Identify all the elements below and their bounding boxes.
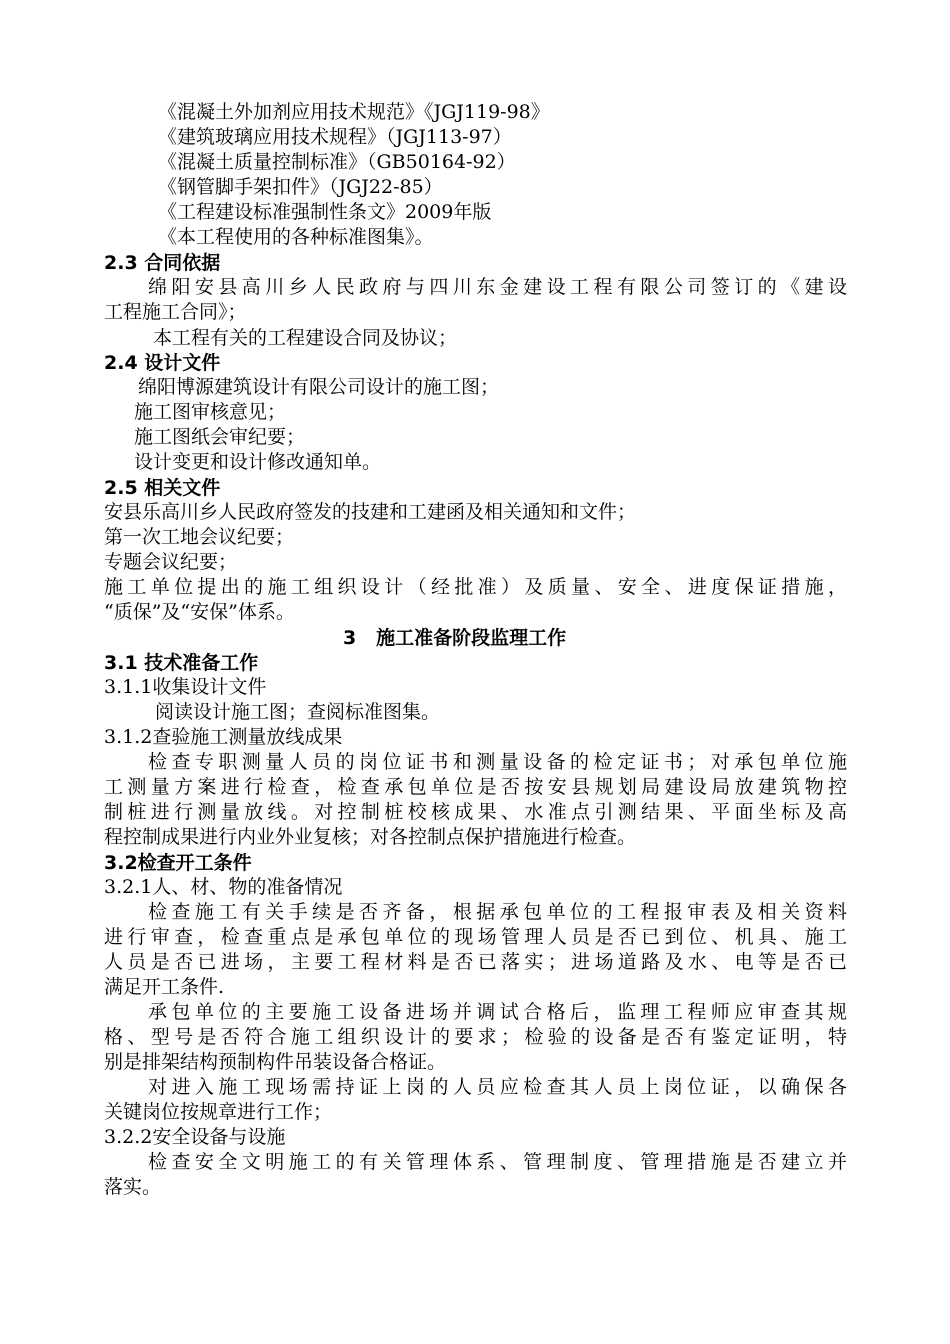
- section-heading: 3.1 技术准备工作: [104, 652, 259, 674]
- text-line: 满足开工条件.: [104, 976, 225, 998]
- text-line: 工程施工合同》；: [104, 301, 247, 323]
- section-heading: 2.5 相关文件: [104, 477, 221, 499]
- text-line: 绵阳安县高川乡人民政府与四川东金建设工程有限公司签订的《建设: [148, 276, 847, 298]
- text-line: 检查专职测量人员的岗位证书和测量设备的检定证书；对承包单位施: [148, 751, 847, 773]
- text-line: 关键岗位按规章进行工作；: [104, 1101, 333, 1123]
- text-line: 阅读设计施工图；查阅标准图集。: [155, 701, 441, 723]
- text-line: 第一次工地会议纪要；: [104, 526, 295, 548]
- text-line: 制桩进行测量放线。对控制桩校核成果、水准点引测结果、平面坐标及高: [104, 801, 847, 823]
- text-line: 工测量方案进行检查，检查承包单位是否按安县规划局建设局放建筑物控: [104, 776, 847, 798]
- subsection-heading: 3.1.2查验施工测量放线成果: [104, 726, 343, 748]
- chapter-heading: 3 施工准备阶段监理工作: [343, 627, 567, 649]
- text-line: 施工图审核意见；: [134, 401, 287, 423]
- text-line: 落实。: [104, 1176, 162, 1198]
- text-line: 程控制成果进行内业外业复核；对各控制点保护措施进行检查。: [104, 826, 637, 848]
- text-line: 承包单位的主要施工设备进场并调试合格后，监理工程师应审查其规: [148, 1001, 847, 1023]
- text-line: 《混凝土外加剂应用技术规范》《JGJ119-98》: [158, 101, 550, 123]
- text-line: “质保”及“安保”体系。: [104, 601, 295, 623]
- subsection-heading: 3.2.2安全设备与设施: [104, 1126, 286, 1148]
- text-line: 施工图纸会审纪要；: [134, 426, 306, 448]
- text-line: 对进入施工现场需持证上岗的人员应检查其人员上岗位证，以确保各: [148, 1076, 847, 1098]
- text-line: 《建筑玻璃应用技术规程》（JGJ113-97）: [158, 126, 512, 148]
- subsection-heading: 3.1.1收集设计文件: [104, 676, 267, 698]
- text-line: 专题会议纪要；: [104, 551, 238, 573]
- text-line: 施工单位提出的施工组织设计（经批准）及质量、安全、进度保证措施，: [104, 576, 847, 598]
- subsection-heading: 3.2.1人、材、物的准备情况: [104, 876, 343, 898]
- text-line: 《本工程使用的各种标准图集》。: [158, 226, 434, 248]
- section-heading: 2.3 合同依据: [104, 252, 221, 274]
- text-line: 本工程有关的工程建设合同及协议；: [153, 327, 458, 349]
- text-line: 人员是否已进场，主要工程材料是否已落实；进场道路及水、电等是否已: [104, 951, 847, 973]
- text-line: 《工程建设标准强制性条文》2009年版: [158, 201, 492, 223]
- text-line: 安县乐高川乡人民政府签发的技建和工建函及相关通知和文件；: [104, 501, 637, 523]
- text-line: 进行审查，检查重点是承包单位的现场管理人员是否已到位、机具、施工: [104, 926, 847, 948]
- text-line: 别是排架结构预制构件吊装设备合格证。: [104, 1051, 447, 1073]
- text-line: 绵阳博源建筑设计有限公司设计的施工图；: [138, 376, 500, 398]
- text-line: 检查施工有关手续是否齐备，根据承包单位的工程报审表及相关资料: [148, 901, 847, 923]
- text-line: 设计变更和设计修改通知单。: [134, 451, 382, 473]
- section-heading: 3.2检查开工条件: [104, 852, 252, 874]
- text-line: 《钢管脚手架扣件》（JGJ22-85）: [158, 176, 443, 198]
- section-heading: 2.4 设计文件: [104, 352, 221, 374]
- text-line: 《混凝土质量控制标准》（GB50164-92）: [158, 151, 516, 173]
- text-line: 检查安全文明施工的有关管理体系、管理制度、管理措施是否建立并: [148, 1151, 847, 1173]
- text-line: 格、型号是否符合施工组织设计的要求；检验的设备是否有鉴定证明，特: [104, 1026, 847, 1048]
